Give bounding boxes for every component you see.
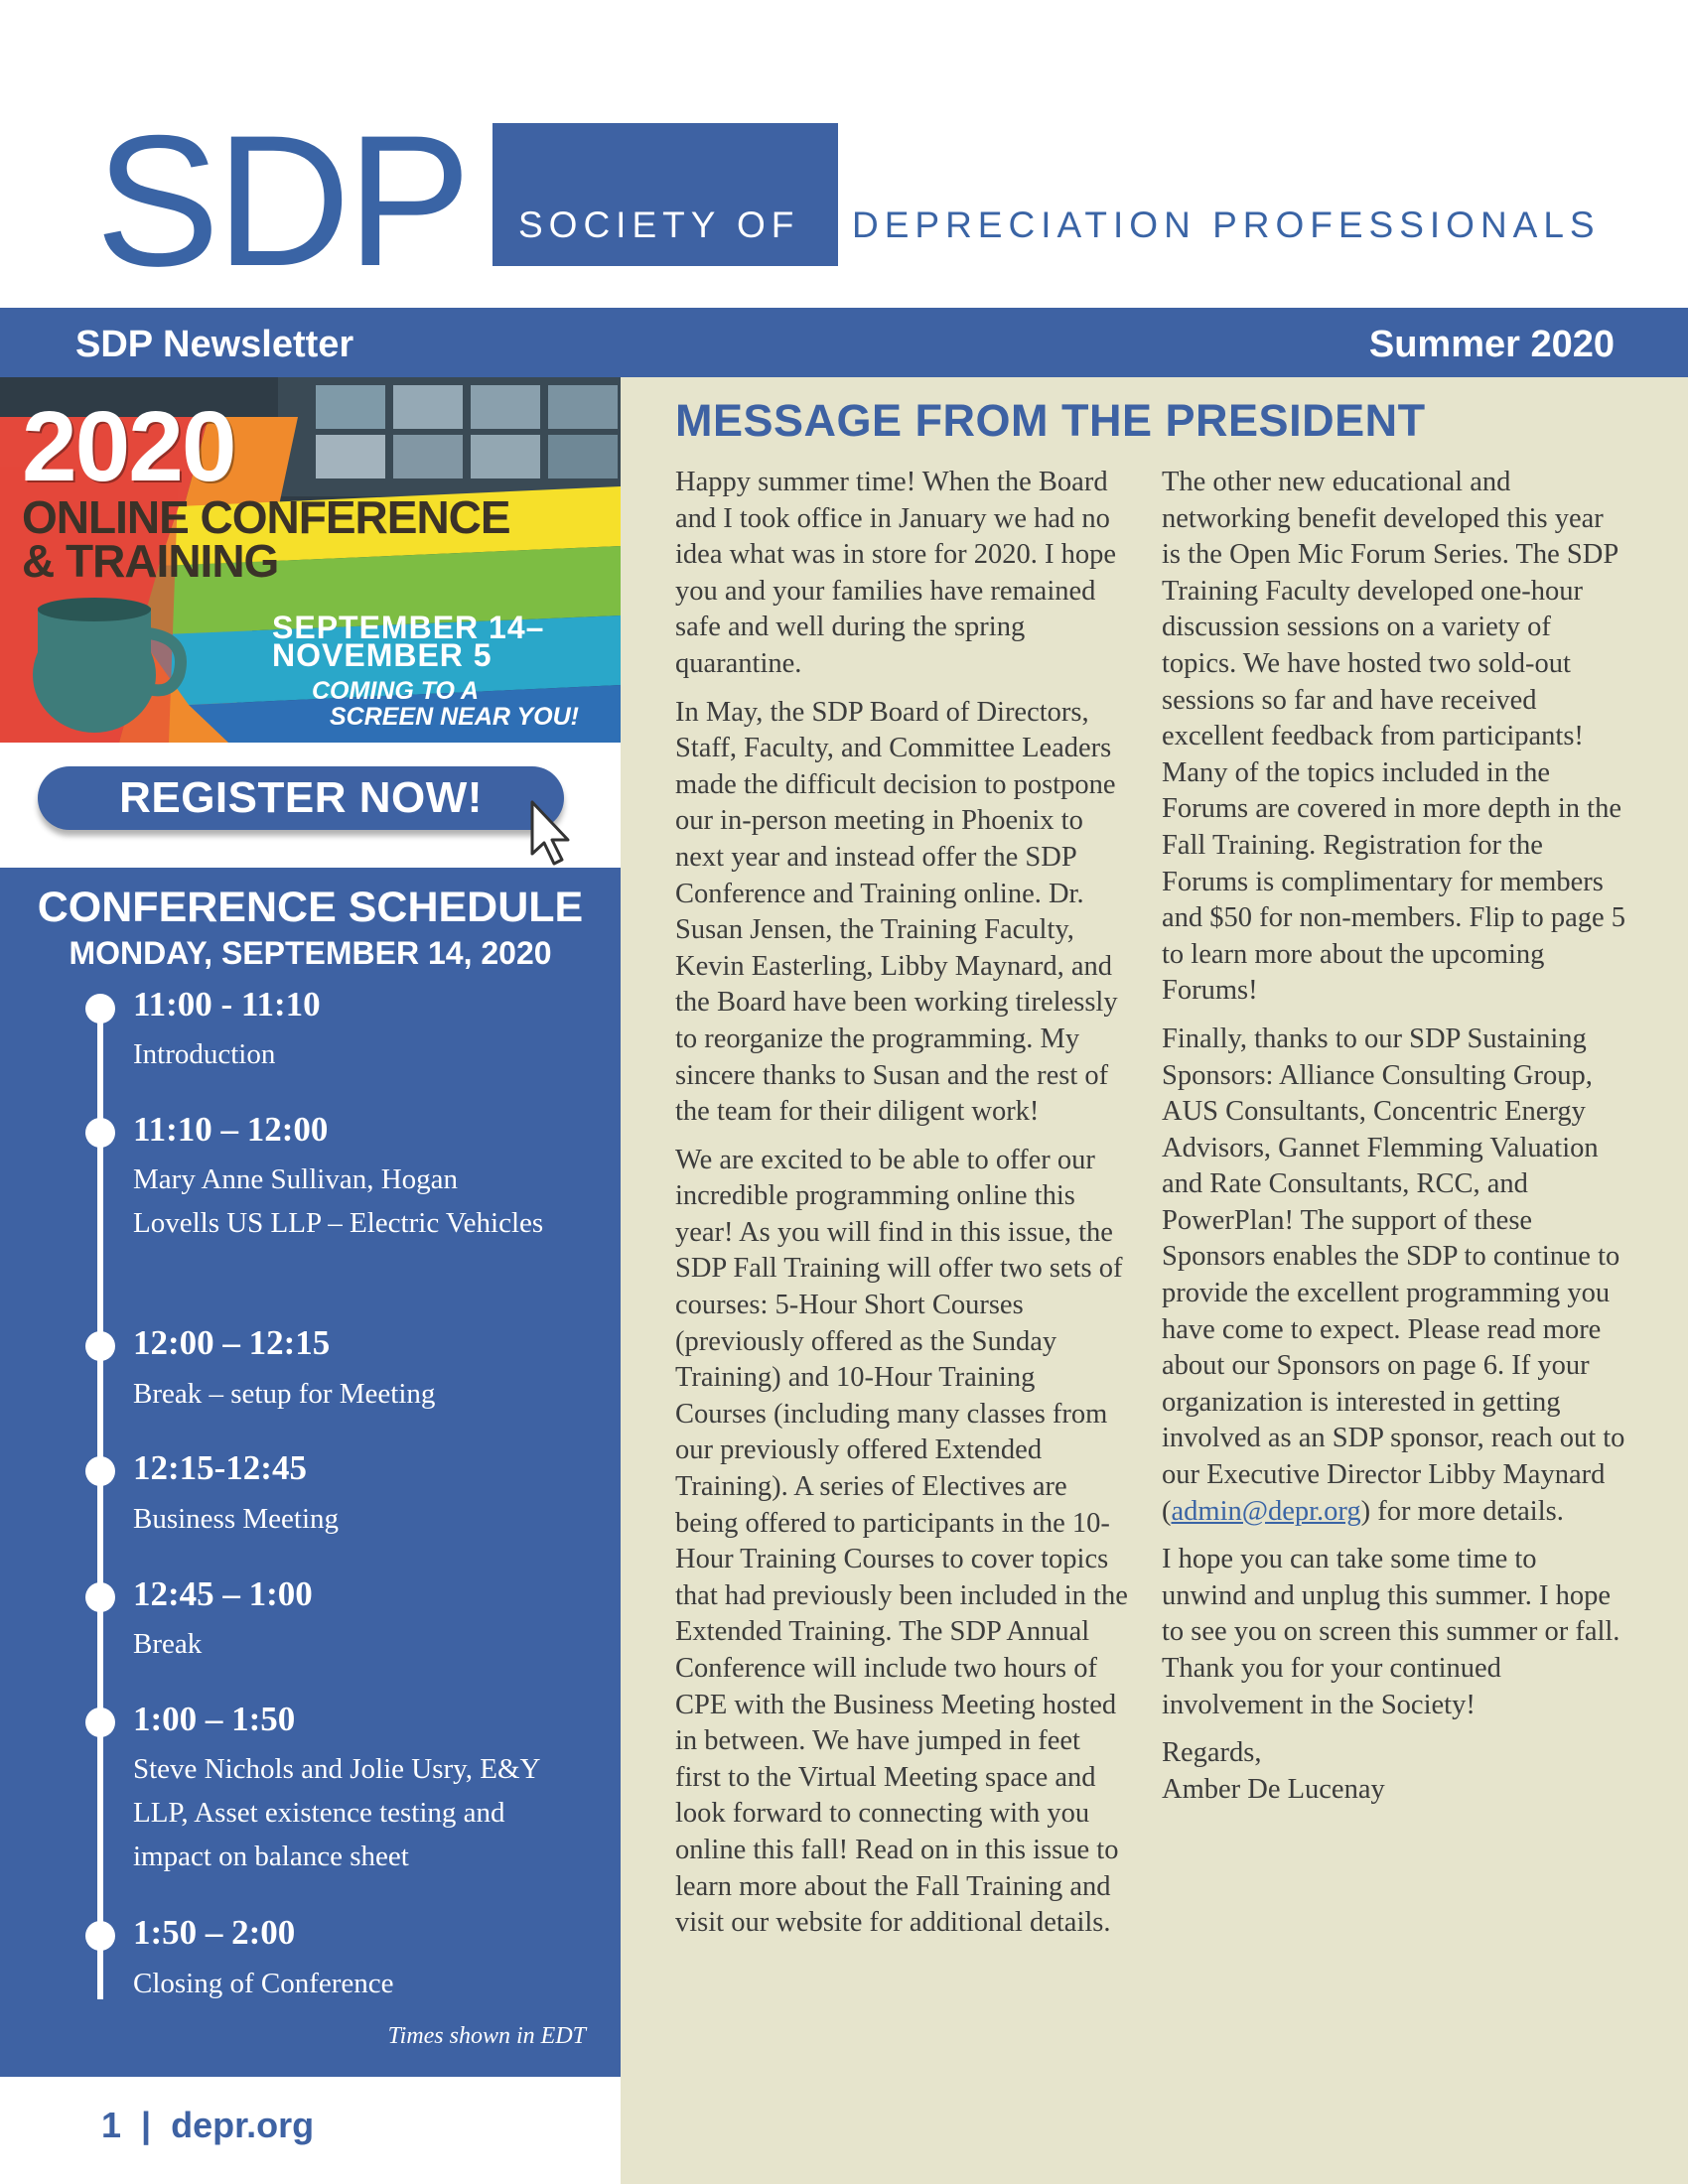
timeline-dot [85,1118,115,1148]
schedule-description: Steve Nichols and Jolie Usry, E&Y LLP, Asset existence testing and impact on balance sheet [133,1753,540,1872]
logo-depreciation-text: DEPRECIATION PROFESSIONALS [852,205,1601,245]
timeline-dot [85,1582,115,1612]
timeline-dot [85,994,115,1024]
message-paragraph: We are excited to be able to offer our incredible programming online this year! As you will find in this issue, the SDP Fall Training will offer two sets of courses: 5-Hour Short Courses (previously offered as the Sunday Training) and 10-Hour Training Courses (including many classes from our previously offered Extended Training). A series of Electives are being offered to participants in the 10-Hour Training Courses to cover topics that had previously been included in the Extended Training. The SDP Annual Conference will include two hours of CPE with the Business Meeting hosted in between. We have jumped in feet first to the Virtual Meeting space and look forward to connecting with you online this fall! Read on in this issue to learn more about the Fall Training and visit our website for additional details. [675,1144,1128,1939]
timezone-note: Times shown in EDT [387,2023,586,2049]
schedule-description: Business Meeting [133,1503,340,1535]
timeline-dot [85,1456,115,1486]
schedule-description: Closing of Conference [133,1968,394,1999]
banner-tagline-line2: SCREEN NEAR YOU! [330,703,579,731]
closing-regards: Regards, [1162,1737,1262,1769]
banner-dates-end: NOVEMBER 5 [272,637,492,673]
sdp-logo: SDP [95,96,468,305]
message-column-right [1162,465,1628,1820]
schedule-time: 1:00 – 1:50 [133,1700,296,1738]
newsletter-title: SDP Newsletter [75,324,354,365]
message-paragraph: I hope you can take some time to unwind and unplug this summer. I hope to see you on screen this summer or fall. Thank you for your continued involvement in the Society! [1162,1544,1620,1720]
message-paragraph: Happy summer time! When the Board and I took office in January we had no idea what was in store for 2020. I hope you and your families have remained safe and well during the spring quarantine. [675,467,1117,679]
schedule-time: 1:50 – 2:00 [133,1913,296,1952]
message-column-left [675,465,1132,1954]
schedule-time: 12:45 – 1:00 [133,1574,313,1613]
schedule-description: Break – setup for Meeting [133,1378,436,1410]
timeline-dot [85,1921,115,1951]
message-paragraph [1162,1022,1628,1530]
schedule-description: Introduction [133,1038,276,1070]
email-link[interactable]: admin@depr.org [1171,1495,1361,1527]
logo-society-text: SOCIETY OF [518,205,800,245]
timeline-line [97,1007,103,1999]
banner-dates-start: SEPTEMBER 14– [272,610,545,645]
issue-season: Summer 2020 [1368,324,1615,365]
banner-tagline-line1: COMING TO A [312,677,480,705]
message-paragraph: The other new educational and networking benefit developed this year is the Open Mic Forum Series. The SDP Training Faculty developed one-hour discussion sessions on a variety of topics. We have hosted two sold-out sessions so far and have received excellent feedback from participants! Many of the topics included in the Forums are covered in more depth in the Fall Training. Registration for the Forums is complimentary for members and $50 for non-members. Flip to page 5 to learn more about the upcoming Forums! [1162,467,1625,1007]
sponsor-text-end: ) for more details. [1360,1495,1564,1527]
schedule-date: MONDAY, SEPTEMBER 14, 2020 [69,935,552,971]
timeline-dot [85,1707,115,1737]
page-footer: 1 | depr.org [101,2105,315,2145]
schedule-description: Break [133,1628,203,1660]
sponsor-text: Finally, thanks to our SDP Sustaining Sponsors: Alliance Consulting Group, AUS Consultants, Concentric Energy Advisors, Gannet Flemming Valuation and Rate Consultants, RCC, and PowerPlan! The support of these Sponsors enables the SDP to continue to provide the excellent programming you have come to expect. Please read more about our Sponsors on page 6. If your organization is interested in getting involved as an SDP sponsor, reach out to our Executive Director Libby Maynard ( [1162,1023,1625,1527]
schedule-time: 12:15-12:45 [133,1448,307,1487]
schedule-title: CONFERENCE SCHEDULE [37,884,584,931]
banner-title-line2: & TRAINING [22,535,279,587]
schedule-description: Mary Anne Sullivan, Hogan Lovells US LLP – Electric Vehicles [133,1163,544,1239]
banner-year: 2020 [22,391,235,502]
schedule-time: 11:00 - 11:10 [133,985,321,1024]
register-now-button[interactable]: REGISTER NOW! [38,766,564,830]
schedule-time: 11:10 – 12:00 [133,1110,329,1149]
signature: Amber De Lucenay [1162,1773,1385,1805]
message-title: MESSAGE FROM THE PRESIDENT [675,395,1426,446]
schedule-time: 12:00 – 12:15 [133,1323,331,1362]
timeline-dot [85,1331,115,1361]
banner-title-line1: ONLINE CONFERENCE [22,491,510,543]
mouse-pointer-icon [528,800,584,870]
message-paragraph: In May, the SDP Board of Directors, Staff, Faculty, and Committee Leaders made the difficult decision to postpone our in-person meeting in Phoenix to next year and instead offer the SDP Conference and Training online. Dr. Susan Jensen, the Training Faculty, Kevin Easterling, Libby Maynard, and the Board have been working tirelessly to reorganize the programming. My sincere thanks to Susan and the rest of the team for their diligent work! [675,696,1118,1128]
